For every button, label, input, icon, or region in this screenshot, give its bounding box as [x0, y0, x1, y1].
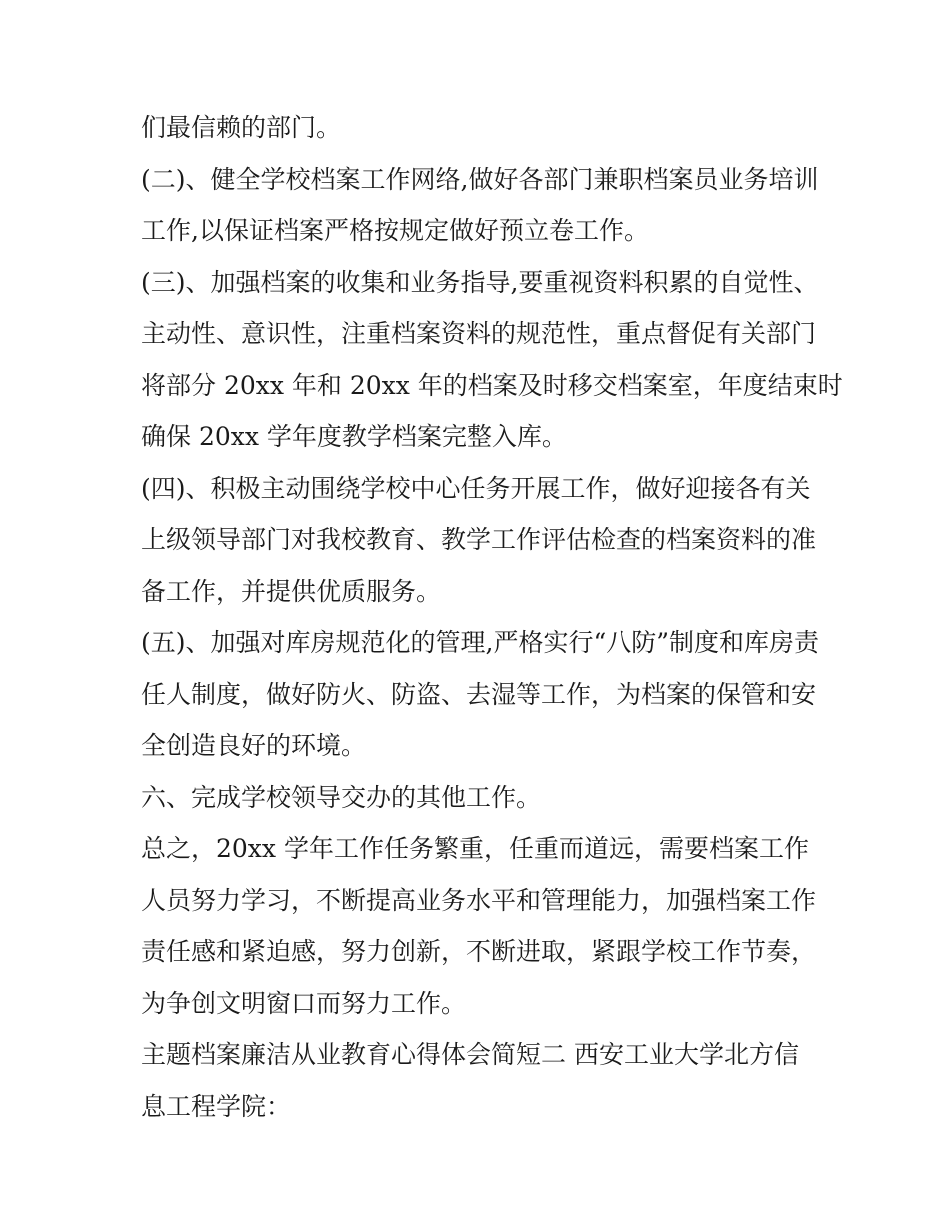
text-line: 全创造良好的环境。: [141, 731, 367, 760]
text-line: 上级领导部门对我校教育、教学工作评估检查的档案资料的准: [141, 525, 817, 554]
text-line: 责任感和紧迫感，努力创新，不断进取，紧跟学校工作节奏，: [141, 937, 817, 966]
text-line: 备工作，并提供优质服务。: [141, 576, 442, 606]
document-body: [141, 102, 843, 1132]
text-line: 主题档案廉洁从业教育心得体会简短二 西安工业大学北方信: [141, 1040, 799, 1069]
text-line: 息工程学院：: [141, 1091, 292, 1121]
text-line: (五)、加强对库房规范化的管理,严格实行“八防”制度和库房责: [141, 628, 820, 657]
text-line: 将部分 20xx 年和 20xx 年的档案及时移交档案室，年度结束时: [141, 370, 843, 400]
text-line: 们最信赖的部门。: [141, 113, 342, 142]
text-line: 六、完成学校领导交办的其他工作。: [141, 782, 542, 812]
text-line: 任人制度，做好防火、防盗、去湿等工作，为档案的保管和安: [141, 679, 817, 709]
text-line: (三)、加强档案的收集和业务指导,要重视资料积累的自觉性、: [141, 267, 819, 297]
text-line: (四)、积极主动围绕学校中心任务开展工作，做好迎接各有关: [141, 473, 811, 503]
text-line: 工作,以保证档案严格按规定做好预立卷工作。: [141, 216, 649, 245]
text-line: 确保 20xx 学年度教学档案完整入库。: [141, 422, 567, 451]
text-line: 主动性、意识性，注重档案资料的规范性，重点督促有关部门: [141, 319, 817, 348]
text-line: 人员努力学习，不断提高业务水平和管理能力，加强档案工作: [141, 885, 817, 915]
text-line: 总之，20xx 学年工作任务繁重，任重而道远，需要档案工作: [141, 834, 809, 863]
text-line: 为争创文明窗口而努力工作。: [141, 988, 467, 1018]
text-line: (二)、健全学校档案工作网络,做好各部门兼职档案员业务培训: [141, 164, 819, 194]
